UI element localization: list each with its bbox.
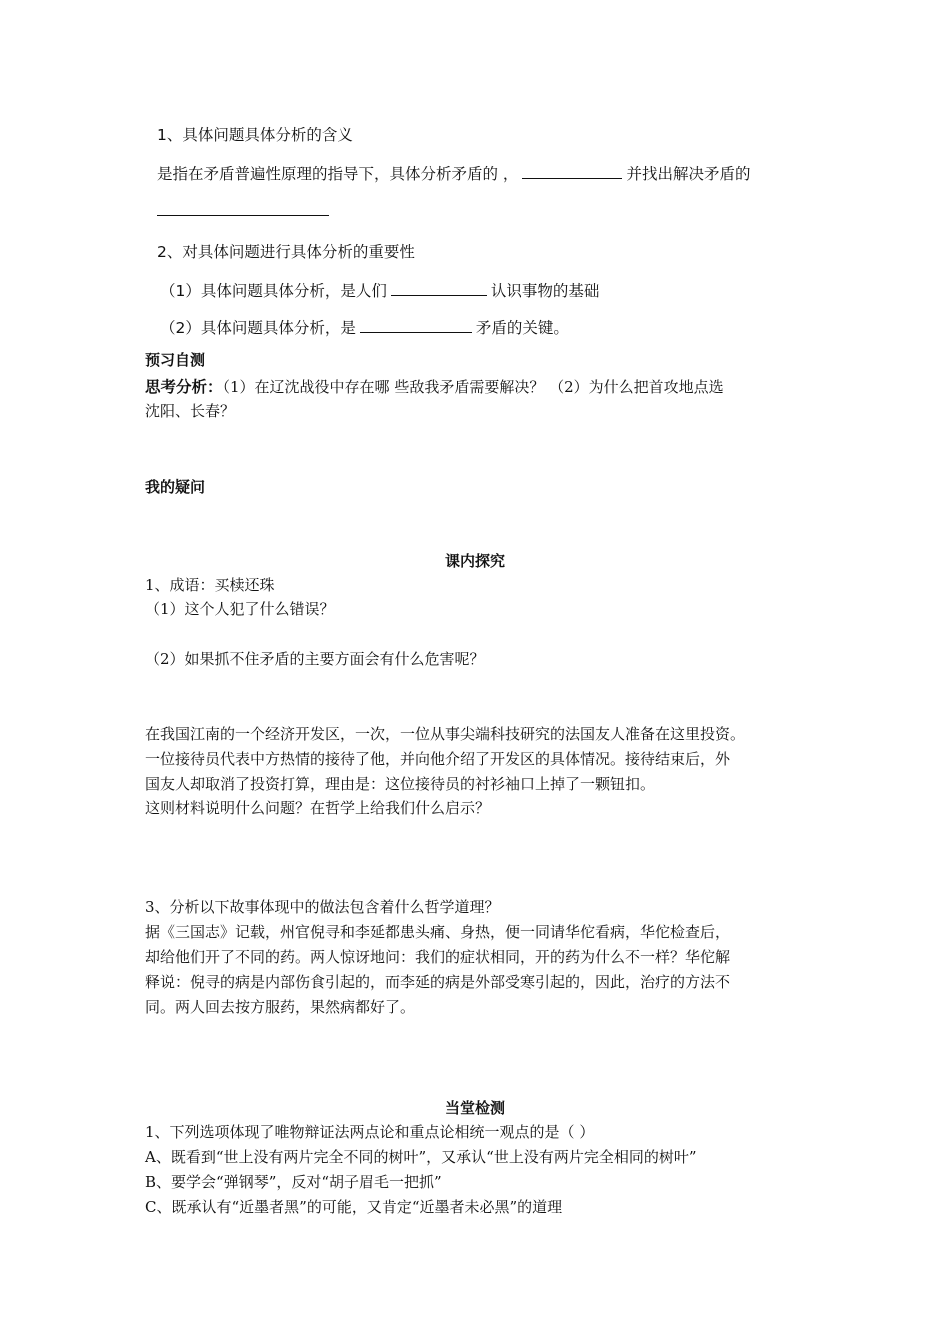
material-line-3: 国友人却取消了投资打算，理由是：这位接待员的衬衫袖口上掉了一颗钮扣。 <box>145 775 656 793</box>
q2-item-2 <box>160 317 569 339</box>
inquiry-item-1: 1、成语：买椟还珠 <box>145 576 275 594</box>
self-test-heading: 预习自测 <box>145 351 206 369</box>
q2-blank-1[interactable] <box>391 280 487 296</box>
story-line-2: 却给他们开了不同的药。两人惊讶地问：我们的症状相同，开的药为什么不一样？华佗解 <box>145 948 731 966</box>
q2-item-2-text-a: （2）具体问题具体分析，是 <box>160 319 356 337</box>
my-questions-heading: 我的疑问 <box>145 478 206 496</box>
think-line-2: 沈阳、长春？ <box>145 402 236 420</box>
material-question: 这则材料说明什么问题？在哲学上给我们什么启示？ <box>145 799 491 817</box>
material-line-1: 在我国江南的一个经济开发区，一次，一位从事尖端科技研究的法国友人准备在这里投资。 <box>145 725 746 743</box>
q1-blank-line[interactable] <box>157 200 329 222</box>
q2-item-1 <box>160 280 599 302</box>
story-line-1: 据《三国志》记载，州官倪寻和李延都患头痛、身热，便一同请华佗看病，华佗检查后， <box>145 923 731 941</box>
check-option-c[interactable]: C、既承认有“近墨者黑”的可能，又肯定“近墨者未必黑”的道理 <box>145 1198 563 1216</box>
check-heading: 当堂检测 <box>444 1099 505 1117</box>
think-line-1 <box>145 376 724 398</box>
think-label: 思考分析： <box>145 378 223 396</box>
q1-blank-1[interactable] <box>522 163 622 179</box>
q2-blank-2[interactable] <box>360 317 472 333</box>
story-line-3: 释说：倪寻的病是内部伤食引起的，而李延的病是外部受寒引起的，因此，治疗的方法不 <box>145 973 731 991</box>
think-text-1: （1）在辽沈战役中存在哪 些敌我矛盾需要解决？ （2）为什么把首攻地点选 <box>222 378 724 396</box>
material-line-2: 一位接待员代表中方热情的接待了他，并向他介绍了开发区的具体情况。接待结束后，外 <box>145 750 731 768</box>
inquiry-item-1-q1: （1）这个人犯了什么错误？ <box>145 600 335 618</box>
story-line-4: 同。两人回去按方服药，果然病都好了。 <box>145 998 416 1016</box>
q1-definition <box>157 163 750 185</box>
q1-text-a: 是指在矛盾普遍性原理的指导下，具体分析矛盾的 ， <box>157 165 519 183</box>
q2-item-1-text-a: （1）具体问题具体分析，是人们 <box>160 282 387 300</box>
inquiry-item-3-title: 3、分析以下故事体现中的做法包含着什么哲学道理？ <box>145 898 500 916</box>
q1-title: 1、具体问题具体分析的含义 <box>157 126 353 144</box>
inquiry-item-1-q2: （2）如果抓不住矛盾的主要方面会有什么危害呢？ <box>145 650 485 668</box>
q2-title: 2、对具体问题进行具体分析的重要性 <box>157 243 415 261</box>
q1-blank-2[interactable] <box>157 200 329 216</box>
inquiry-heading: 课内探究 <box>444 552 505 570</box>
check-option-b[interactable]: B、要学会“弹钢琴”，反对“胡子眉毛一把抓” <box>145 1173 442 1191</box>
q2-item-2-text-b: 矛盾的关键。 <box>475 319 569 337</box>
check-option-a[interactable]: A、既看到“世上没有两片完全不同的树叶”，又承认“世上没有两片完全相同的树叶” <box>145 1148 697 1166</box>
q1-text-b: 并找出解决矛盾的 <box>626 165 751 183</box>
check-q1: 1、下列选项体现了唯物辩证法两点论和重点论相统一观点的是（ ） <box>145 1123 595 1141</box>
q2-item-1-text-b: 认识事物的基础 <box>490 282 600 300</box>
